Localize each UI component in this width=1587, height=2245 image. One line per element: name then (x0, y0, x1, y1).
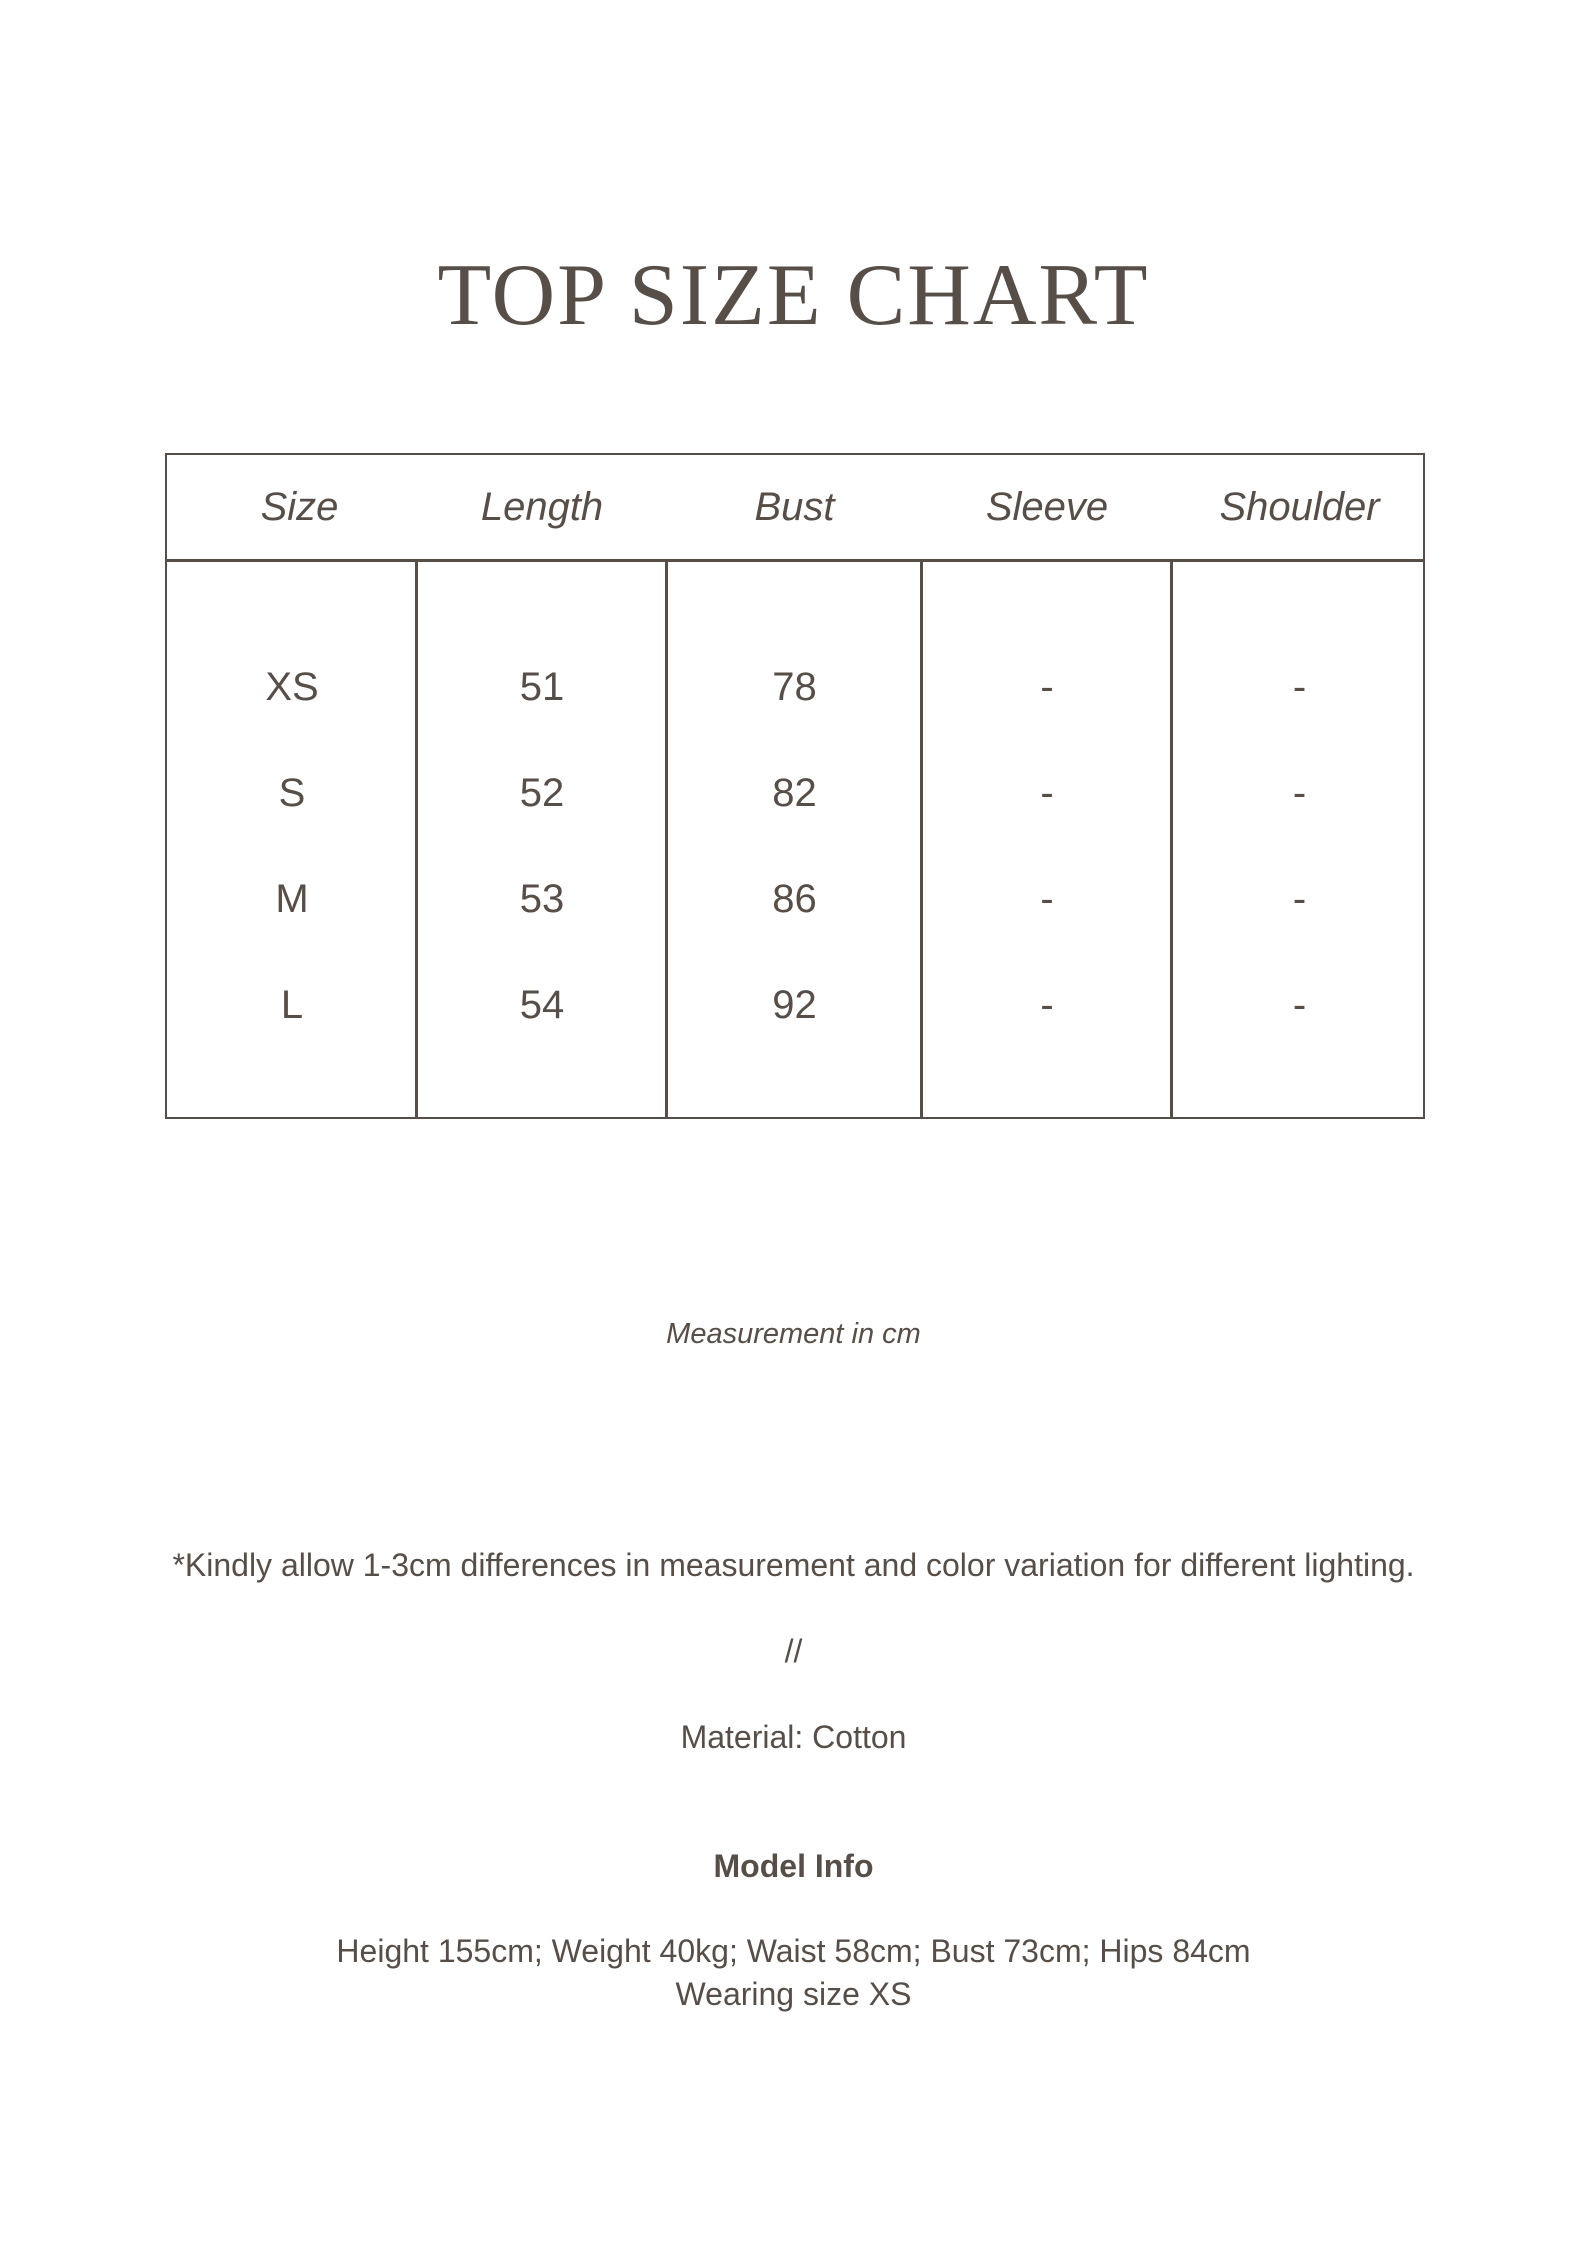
cell-shoulder: - (1292, 876, 1307, 921)
size-chart-table (165, 453, 1425, 1119)
cell-length: 51 (519, 664, 565, 709)
cell-length: 53 (519, 876, 565, 921)
cell-shoulder: - (1292, 982, 1307, 1027)
cell-sleeve: - (1040, 876, 1054, 921)
cell-bust: 78 (772, 664, 817, 709)
cell-sleeve: - (1040, 664, 1054, 709)
cell-length: 54 (519, 982, 565, 1027)
header-sleeve: Sleeve (985, 484, 1109, 529)
cell-bust: 82 (772, 770, 817, 815)
cell-bust: 92 (772, 982, 817, 1027)
table-header-row (167, 455, 1423, 562)
cell-length: 52 (519, 770, 565, 815)
cell-size: XS (265, 664, 319, 709)
model-wearing-size: Wearing size XS (675, 1976, 912, 2012)
cell-shoulder: - (1292, 664, 1307, 709)
disclaimer-text: *Kindly allow 1-3cm differences in measurement and color variation for different lighting. (172, 1547, 1415, 1583)
header-shoulder: Shoulder (1219, 484, 1380, 529)
model-info-heading: Model Info (713, 1848, 874, 1884)
header-size: Size (260, 484, 339, 529)
material-text: Material: Cotton (680, 1719, 907, 1755)
cell-sleeve: - (1040, 770, 1054, 815)
measurement-note: Measurement in cm (666, 1318, 921, 1350)
cell-size: S (278, 770, 306, 815)
page-title: TOP SIZE CHART (437, 247, 1150, 344)
header-bust: Bust (754, 484, 835, 529)
cell-bust: 86 (772, 876, 817, 921)
cell-size: M (275, 876, 309, 921)
separator: // (784, 1633, 803, 1669)
cell-sleeve: - (1040, 982, 1054, 1027)
cell-size: L (280, 982, 304, 1027)
cell-shoulder: - (1292, 770, 1307, 815)
header-length: Length (480, 484, 604, 529)
model-info-details: Height 155cm; Weight 40kg; Waist 58cm; Bust 73cm; Hips 84cm (336, 1933, 1251, 1969)
